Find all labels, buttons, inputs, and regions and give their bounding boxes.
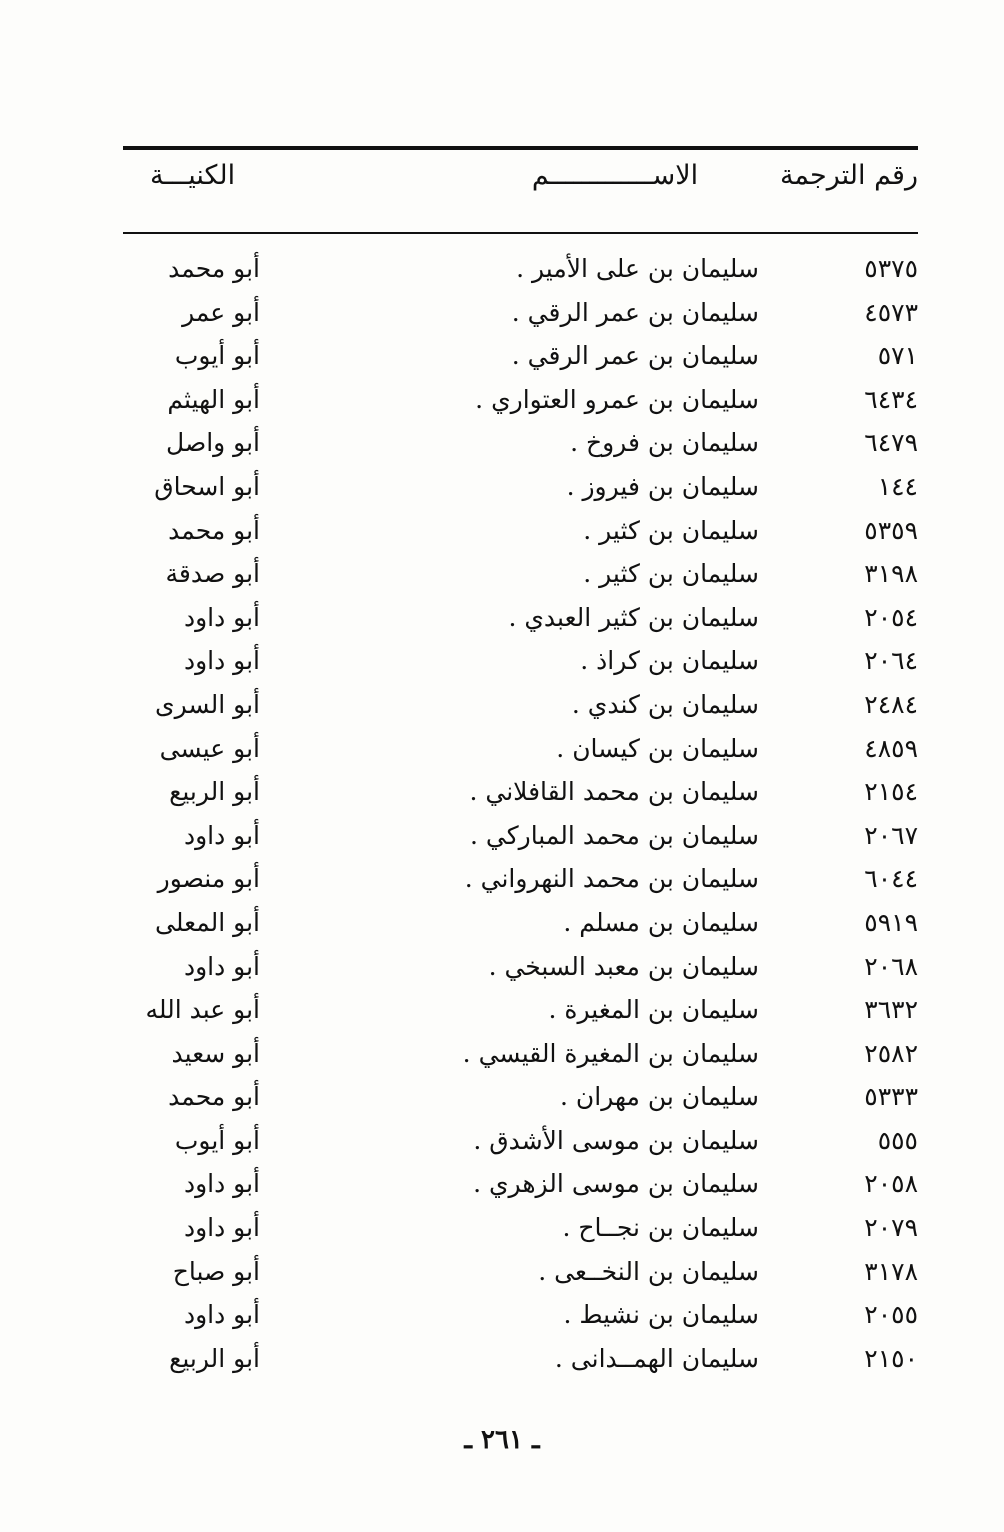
table-row [0,599,1004,643]
entry-number: ٢٠٥٨ [864,1169,918,1199]
entry-name: سليمان بن كندي . [571,689,759,719]
entry-number: ٢٠٦٧ [864,820,918,850]
entry-number: ٢٠٥٥ [864,1300,918,1330]
table-row [0,686,1004,730]
entry-name: سليمان بن نجــاح . [562,1213,759,1243]
entry-number: ٥٣٧٥ [864,254,918,283]
entry-kunya: أبو داود [183,951,260,981]
entry-name: سليمان بن كراذ . [580,646,759,676]
entry-kunya: أبو واصل [166,428,260,458]
entry-number: ٢٠٦٤ [864,646,918,676]
entry-name: سليمان بن محمد النهرواني . [464,864,759,894]
table-row [0,294,1004,338]
entry-kunya: أبو الربيع [169,1343,260,1373]
table-row [0,1165,1004,1209]
header-rule [123,232,918,234]
entry-number: ٥٧١ [877,341,918,371]
entry-kunya: أبو صدقة [165,559,260,589]
entry-kunya: أبو منصور [157,864,260,894]
table-row [0,1209,1004,1253]
entry-name: سليمان الهمــدانى . [554,1343,759,1373]
table-row [0,512,1004,556]
table-row [0,1340,1004,1384]
entry-name: سليمان بن موسى الزهري . [473,1169,759,1199]
entry-name: سليمان بن عمر الرقي . [511,341,759,371]
table-row [0,337,1004,381]
table-row [0,860,1004,904]
table-row [0,642,1004,686]
entry-name: سليمان بن كيسان . [556,733,759,763]
entry-number: ٥٣٥٩ [864,515,918,545]
page-number: ـ ٢٦١ ـ [464,1425,540,1455]
entry-number: ٦٠٤٤ [864,864,918,894]
table-row [0,1078,1004,1122]
header-kunya: الكنيـــة [150,160,236,191]
entry-number: ٣١٧٨ [864,1256,918,1286]
entries-table [0,250,1004,1383]
entry-number: ٦٤٧٩ [864,428,918,458]
entry-name: سليمان بن المغيرة القيسي . [462,1038,759,1068]
entry-number: ٢١٥٠ [864,1343,918,1373]
entry-kunya: أبو اسحاق [154,471,260,501]
entry-number: ٣٦٣٢ [864,995,918,1025]
table-row [0,1296,1004,1340]
entry-number: ٣١٩٨ [864,559,918,589]
entry-name: سليمان بن كثير . [583,559,759,589]
entry-kunya: أبو صباح [172,1256,260,1286]
entry-name: سليمان بن عمر الرقي . [511,297,759,327]
table-row [0,555,1004,599]
entry-name: سليمان بن معبد السبخي . [488,951,759,981]
table-row [0,1035,1004,1079]
entry-number: ٢١٥٤ [864,777,918,807]
table-row [0,991,1004,1035]
entry-number: ٦٤٣٤ [864,384,918,414]
header-name: الاســـــــــــــم [531,160,699,191]
entry-name: سليمان بن كثير العبدي . [508,602,759,632]
table-row [0,817,1004,861]
entry-kunya: أبو داود [183,820,260,850]
entry-kunya: أبو عمر [182,297,260,327]
entry-kunya: أبو داود [183,1213,260,1243]
table-row [0,1253,1004,1297]
entry-number: ٢٤٨٤ [864,689,918,719]
entry-kunya: أبو الهيثم [167,384,260,414]
entry-name: سليمان بن المغيرة . [548,995,759,1025]
entry-kunya: أبو داود [183,646,260,676]
entry-kunya: أبو محمد [168,1082,260,1112]
entry-kunya: أبو داود [183,1300,260,1330]
entry-number: ٥٩١٩ [864,907,918,937]
table-row [0,773,1004,817]
table-row [0,1122,1004,1166]
entry-kunya: أبو داود [183,1169,260,1199]
entry-kunya: أبو داود [183,602,260,632]
entry-name: سليمان بن فروخ . [570,428,759,458]
entry-number: ٥٥٥ [877,1125,918,1155]
entry-kunya: أبو محمد [168,254,260,283]
entry-kunya: أبو سعيد [171,1038,260,1068]
entry-kunya: أبو الربيع [169,777,260,807]
table-row [0,424,1004,468]
table-row [0,948,1004,992]
entry-name: سليمان بن عمرو العتواري . [475,384,759,414]
entry-number: ٤٥٧٣ [864,297,918,327]
entry-number: ٢٠٧٩ [864,1213,918,1243]
table-row [0,468,1004,512]
table-row [0,381,1004,425]
entry-kunya: أبو أيوب [174,341,260,371]
entry-kunya: أبو عيسى [159,733,260,763]
entry-kunya: أبو أيوب [174,1125,260,1155]
entry-number: ٥٣٣٣ [864,1082,918,1112]
entry-name: سليمان بن محمد المباركي . [469,820,759,850]
entry-kunya: أبو عبد الله [145,995,260,1025]
header-number: رقم الترجمة [779,160,918,191]
entry-name: سليمان بن على الأمير . [516,254,759,283]
entry-name: سليمان بن موسى الأشدق . [473,1125,759,1155]
entry-name: سليمان بن النخــعى . [538,1256,759,1286]
entry-number: ٤٨٥٩ [864,733,918,763]
entry-number: ٢٠٦٨ [864,951,918,981]
entry-number: ٢٠٥٤ [864,602,918,632]
entry-number: ٢٥٨٢ [864,1038,918,1068]
entry-name: سليمان بن محمد القافلاني . [469,777,759,807]
table-row [0,730,1004,774]
table-row [0,904,1004,948]
top-rule [123,146,918,150]
entry-name: سليمان بن مسلم . [563,907,759,937]
entry-name: سليمان بن نشيط . [563,1300,759,1330]
entry-number: ١٤٤ [877,471,918,501]
entry-name: سليمان بن مهران . [560,1082,759,1112]
table-row [0,250,1004,294]
entry-name: سليمان بن كثير . [583,515,759,545]
entry-name: سليمان بن فيروز . [566,471,759,501]
entry-kunya: أبو السرى [155,689,260,719]
entry-kunya: أبو محمد [168,515,260,545]
entry-kunya: أبو المعلى [155,907,260,937]
